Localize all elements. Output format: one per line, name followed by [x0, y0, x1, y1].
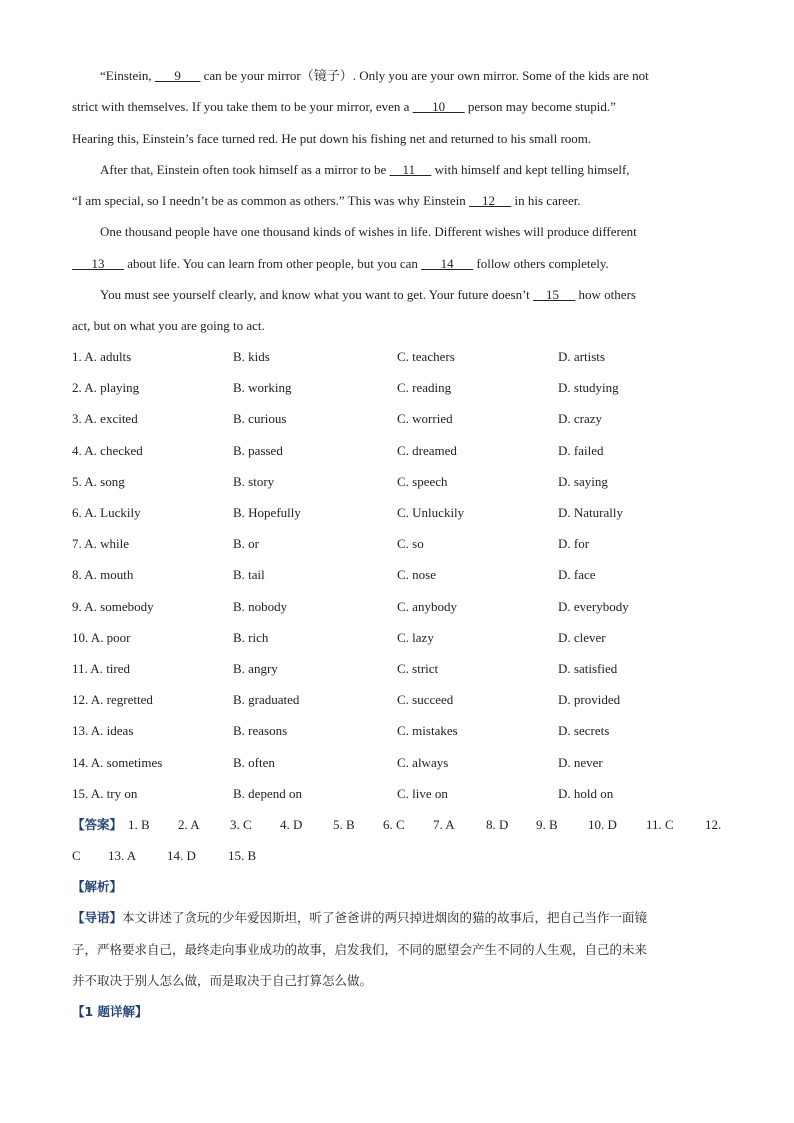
option-row: [72, 723, 752, 739]
option-choice: D. never: [558, 754, 603, 770]
passage-line: One thousand people have one thousand kinds of wishes in life. Different wishes will produce different: [100, 224, 637, 239]
answer-item: 3. C: [230, 817, 252, 832]
option-choice: D. everybody: [558, 598, 629, 614]
option-row: [72, 599, 752, 615]
option-choice: B. or: [233, 536, 259, 552]
option-choice: C. succeed: [397, 692, 454, 708]
passage-text: follow others completely.: [473, 256, 609, 271]
answer-item: C: [72, 848, 81, 863]
guide-label: 【导语】: [72, 910, 123, 925]
passage-text: You must see yourself clearly, and know what you want to get. Your future doesn’t: [100, 287, 534, 302]
blank-12: 12: [469, 193, 512, 208]
option-row: [72, 536, 752, 552]
blank-9: 9: [154, 68, 201, 83]
option-row: [72, 567, 752, 583]
option-choice: 3. A. excited: [72, 411, 138, 427]
answer-item: 15. B: [228, 848, 257, 863]
option-row: [72, 474, 752, 490]
option-choice: 6. A. Luckily: [72, 505, 141, 520]
option-choice: B. nobody: [233, 598, 288, 614]
option-choice: B. rich: [233, 629, 269, 645]
passage-line: Hearing this, Einstein’s face turned red. He put down his fishing net and returned to his small room.: [72, 131, 592, 146]
option-row: [72, 349, 752, 365]
passage-line: [100, 68, 649, 84]
option-choice: 13. A. ideas: [72, 723, 134, 739]
passage-text: can be your mirror（镜子）. Only you are your own mirror. Some of the kids are not: [200, 68, 649, 83]
blank-13: 13: [72, 256, 124, 271]
guide-line: 并不取决于别人怎么做，而是取决于自己打算怎么做。: [72, 973, 373, 988]
option-choice: 7. A. while: [72, 536, 130, 552]
option-choice: D. provided: [558, 692, 621, 708]
answer-item: 10. D: [588, 817, 617, 832]
option-choice: 5. A. song: [72, 473, 125, 489]
option-row: [72, 786, 752, 802]
option-choice: C. Unluckily: [397, 505, 465, 520]
passage-text: After that, Einstein often took himself as a mirror to be: [100, 162, 390, 177]
option-choice: D. saying: [558, 473, 608, 489]
passage-line: [72, 256, 609, 272]
option-row: [72, 755, 752, 771]
option-row: [72, 692, 752, 708]
option-row: [72, 630, 752, 646]
blank-15: 15: [533, 287, 576, 302]
answer-item: 5. B: [333, 817, 355, 832]
option-choice: 2. A. playing: [72, 380, 140, 396]
passage-line: act, but on what you are going to act.: [72, 318, 265, 333]
option-choice: D. crazy: [558, 411, 603, 427]
option-choice: D. secrets: [558, 723, 610, 739]
option-choice: 15. A. try on: [72, 785, 138, 801]
option-choice: B. curious: [233, 411, 287, 427]
option-choice: D. for: [558, 536, 590, 552]
blank-10: 10: [412, 99, 465, 114]
passage-line: [100, 162, 630, 178]
answer-item: 7. A: [433, 817, 455, 832]
option-choice: C. dreamed: [397, 442, 457, 458]
option-row: [72, 661, 752, 677]
answer-item: 9. B: [536, 817, 558, 832]
option-choice: B. passed: [233, 442, 283, 458]
passage-line: [100, 287, 636, 303]
option-choice: D. failed: [558, 442, 604, 458]
passage-line: [72, 193, 581, 209]
guide-line: 子，严格要求自己，最终走向事业成功的故事，启发我们，不同的愿望会产生不同的人生观，自己的未来: [72, 942, 648, 957]
option-choice: C. reading: [397, 380, 452, 396]
option-row: [72, 411, 752, 427]
answer-item: 11. C: [646, 817, 674, 832]
option-choice: C. so: [397, 536, 424, 552]
passage-text: about life. You can learn from other people, but you can: [124, 256, 422, 271]
option-choice: C. teachers: [397, 349, 455, 364]
option-row: [72, 505, 752, 521]
analysis-heading: 【解析】: [72, 879, 123, 894]
passage-text: “I am special, so I needn’t be as common as others.” This was why Einstein: [72, 193, 470, 208]
option-choice: D. Naturally: [558, 505, 623, 520]
option-choice: B. reasons: [233, 723, 288, 739]
answer-item: 6. C: [383, 817, 405, 832]
option-row: [72, 380, 752, 396]
option-choice: D. hold on: [558, 785, 614, 801]
answer-item: 2. A: [178, 817, 200, 832]
passage-text: strict with themselves. If you take them to be your mirror, even a: [72, 99, 413, 114]
option-choice: 11. A. tired: [72, 661, 131, 676]
answer-heading: 【答案】: [72, 817, 123, 832]
option-choice: D. studying: [558, 380, 619, 396]
option-choice: C. worried: [397, 411, 453, 427]
passage-text: with himself and kept telling himself,: [431, 162, 630, 177]
option-choice: C. speech: [397, 473, 448, 489]
answer-item: 4. D: [280, 817, 303, 832]
option-choice: 4. A. checked: [72, 442, 143, 458]
option-choice: C. live on: [397, 785, 448, 801]
guide-text: 本文讲述了贪玩的少年爱因斯坦，听了爸爸讲的两只掉进烟囱的猫的故事后，把自己当作一面镜: [122, 910, 648, 925]
option-choice: B. depend on: [233, 785, 302, 801]
passage-text: “Einstein,: [100, 68, 155, 83]
option-choice: B. angry: [233, 661, 278, 676]
option-choice: 14. A. sometimes: [72, 754, 163, 770]
answer-item: 1. B: [128, 817, 150, 832]
option-choice: C. always: [397, 754, 449, 770]
passage-line: [72, 99, 616, 115]
option-choice: B. working: [233, 380, 292, 396]
option-row: [72, 443, 752, 459]
answer-item: 13. A: [108, 848, 137, 863]
answer-item: 12.: [705, 817, 722, 832]
option-choice: B. kids: [233, 349, 270, 364]
option-choice: D. satisfied: [558, 661, 618, 676]
option-choice: D. face: [558, 567, 596, 583]
option-choice: 9. A. somebody: [72, 598, 154, 614]
option-choice: 8. A. mouth: [72, 567, 134, 583]
passage-text: in his career.: [511, 193, 581, 208]
guide-line: [72, 910, 647, 926]
passage-text: how others: [575, 287, 636, 302]
option-choice: C. anybody: [397, 598, 457, 614]
option-choice: D. clever: [558, 629, 606, 645]
option-choice: C. lazy: [397, 629, 434, 645]
option-choice: B. often: [233, 754, 275, 770]
option-choice: 12. A. regretted: [72, 692, 153, 708]
option-choice: C. strict: [397, 661, 439, 676]
answer-label: [72, 817, 122, 833]
option-choice: 10. A. poor: [72, 629, 131, 645]
option-choice: B. story: [233, 473, 275, 489]
option-choice: B. Hopefully: [233, 505, 301, 520]
passage-text: person may become stupid.”: [464, 99, 616, 114]
option-choice: C. nose: [397, 567, 436, 583]
option-choice: D. artists: [558, 349, 605, 364]
answer-item: 14. D: [167, 848, 196, 863]
detail-heading: 【1 题详解】: [72, 1004, 148, 1019]
blank-14: 14: [421, 256, 474, 271]
blank-11: 11: [389, 162, 432, 177]
option-choice: B. graduated: [233, 692, 300, 708]
option-choice: B. tail: [233, 567, 265, 583]
answer-item: 8. D: [486, 817, 509, 832]
option-choice: C. mistakes: [397, 723, 458, 739]
option-choice: 1. A. adults: [72, 349, 132, 364]
